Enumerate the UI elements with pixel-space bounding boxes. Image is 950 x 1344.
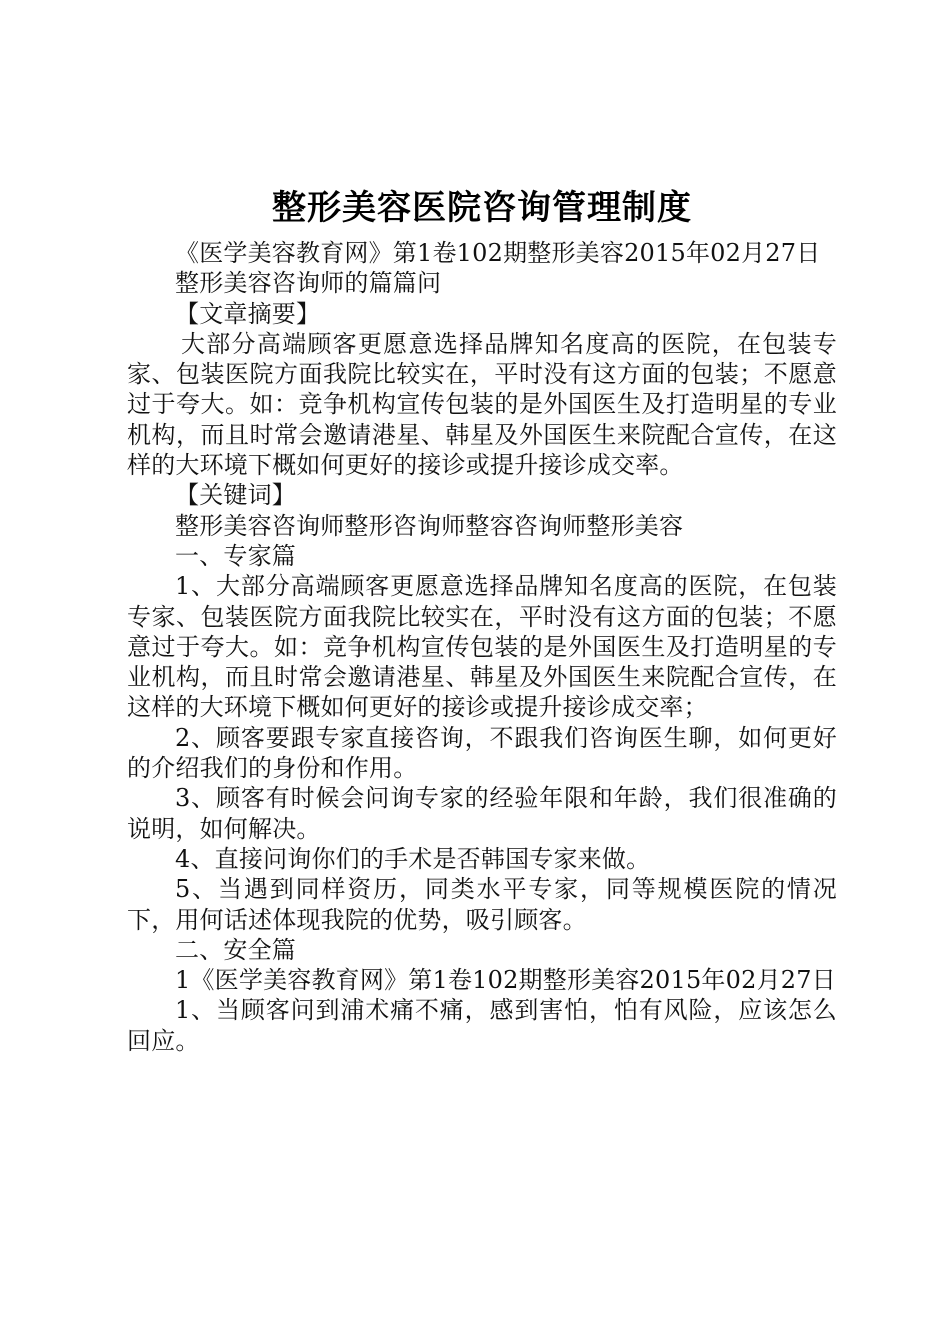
- paragraph-source-repeat: 1《医学美容教育网》第1卷102期整形美容2015年02月27日: [175, 966, 836, 995]
- list-item: 2、顾客要跟专家直接咨询，不跟我们咨询医生聊，如何更好的介绍我们的身份和作用。: [127, 723, 837, 783]
- section-heading-experts: 一、专家篇: [175, 541, 296, 570]
- paragraph-subtitle: 整形美容咨询师的篇篇问: [175, 269, 442, 298]
- document-title: 整形美容医院咨询管理制度: [272, 188, 692, 228]
- list-item: 5、当遇到同样资历，同类水平专家，同等规模医院的情况下，用何话述体现我院的优势，吸引顾客。: [127, 875, 837, 934]
- paragraph-keywords: 整形美容咨询师整形咨询师整容咨询师整形美容: [175, 511, 684, 540]
- list-item: 4、直接问询你们的手术是否韩国专家来做。: [175, 844, 651, 873]
- list-item: 3、顾客有时候会问询专家的经验年限和年龄，我们很准确的说明，如何解决。: [127, 784, 837, 843]
- paragraph-abstract-heading: 【文章摘要】: [175, 299, 321, 328]
- document-body: [127, 186, 837, 1056]
- paragraph-abstract-body: 大部分高端顾客更愿意选择品牌知名度高的医院，在包装专家、包装医院方面我院比较实在，平时没有这方面的包装；不愿意过于夸大。如：竞争机构宣传包装的是外国医生及打造明星的专业机构，而且时常会邀请港星、韩星及外国医生来院配合宣传，在这样的大环境下概如何更好的接诊或提升接诊成交率。: [127, 329, 837, 480]
- list-item: 1、大部分高端顾客更愿意选择品牌知名度高的医院，在包装专家、包装医院方面我院比较实在，平时没有这方面的包装；不愿意过于夸大。如：竞争机构宣传包装的是外国医生及打造明星的专业机构，而且时常会邀请港星、韩星及外国医生来院配合宣传，在这样的大环境下概如何更好的接诊或提升接诊成交率；: [127, 572, 837, 722]
- list-item: 1、当顾客问到浦术痛不痛，感到害怕，怕有风险，应该怎么回应。: [127, 996, 837, 1055]
- section-heading-safety: 二、安全篇: [175, 935, 296, 964]
- paragraph-source: 《医学美容教育网》第1卷102期整形美容2015年02月27日: [175, 239, 821, 267]
- paragraph-keywords-heading: 【关键词】: [175, 481, 296, 510]
